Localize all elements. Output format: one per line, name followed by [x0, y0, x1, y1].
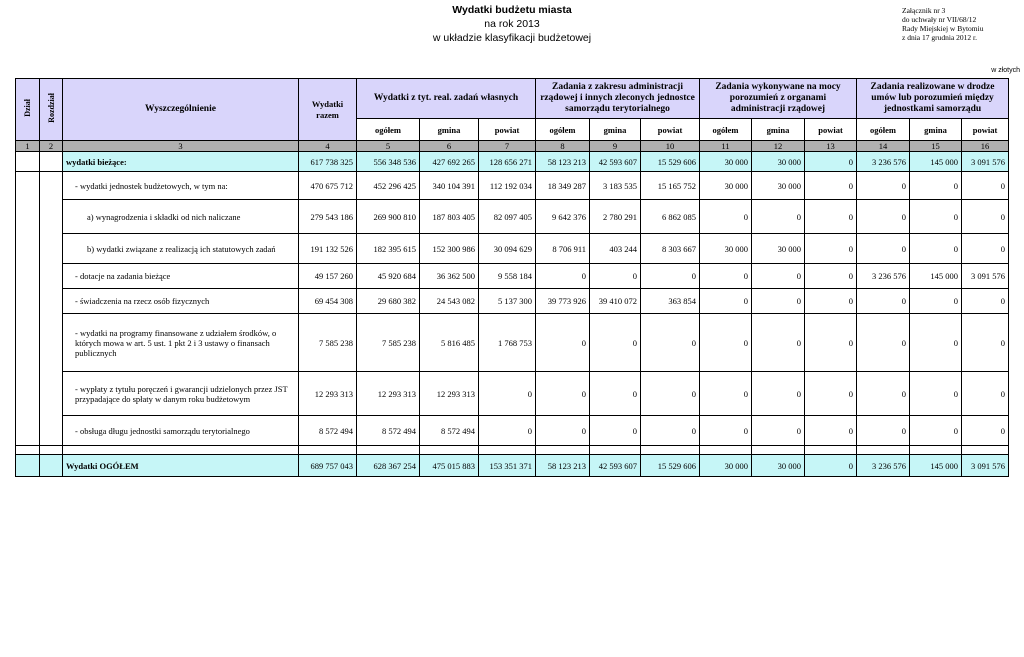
row-label: - świadczenia na rzecz osób fizycznych [63, 289, 299, 314]
table-row [16, 289, 1009, 314]
column-number: 10 [641, 141, 700, 152]
row-label: - obsługa długu jednostki samorządu terytorialnego [63, 416, 299, 446]
value-cell: 2 780 291 [590, 200, 641, 234]
value-cell: 0 [910, 200, 962, 234]
row-label: - wydatki jednostek budżetowych, w tym na: [63, 172, 299, 200]
spacer-cell [857, 446, 910, 455]
value-cell: 0 [752, 200, 805, 234]
column-number: 2 [40, 141, 63, 152]
total-value-cell: 145 000 [910, 455, 962, 477]
value-cell: 12 293 313 [420, 372, 479, 416]
value-cell: 6 862 085 [641, 200, 700, 234]
column-number: 1 [16, 141, 40, 152]
column-number: 12 [752, 141, 805, 152]
total-value-cell: 689 757 043 [299, 455, 357, 477]
value-cell: 0 [752, 372, 805, 416]
value-cell: 3 236 576 [857, 264, 910, 289]
value-cell: 187 803 405 [420, 200, 479, 234]
column-number: 7 [479, 141, 536, 152]
value-cell: 145 000 [910, 264, 962, 289]
value-cell: 0 [700, 200, 752, 234]
table-row [16, 264, 1009, 289]
value-cell: 0 [700, 372, 752, 416]
value-cell: 24 543 082 [420, 289, 479, 314]
value-cell: 0 [479, 416, 536, 446]
column-number: 13 [805, 141, 857, 152]
value-cell: 5 137 300 [479, 289, 536, 314]
dzial-cell [16, 172, 40, 446]
value-cell: 0 [641, 314, 700, 372]
value-cell: 3 236 576 [857, 152, 910, 172]
value-cell: 0 [536, 314, 590, 372]
value-cell: 0 [962, 172, 1009, 200]
value-cell: 5 816 485 [420, 314, 479, 372]
annex-line: do uchwały nr VII/68/12 [902, 15, 977, 24]
value-cell: 427 692 265 [420, 152, 479, 172]
table-row [16, 314, 1009, 372]
value-cell: 0 [805, 172, 857, 200]
value-cell: 30 000 [700, 234, 752, 264]
spacer-cell [479, 446, 536, 455]
value-cell: 0 [805, 416, 857, 446]
subheader-powiat: powiat [962, 119, 1009, 141]
value-cell: 0 [805, 372, 857, 416]
value-cell: 279 543 186 [299, 200, 357, 234]
value-cell: 30 094 629 [479, 234, 536, 264]
total-value-cell: 3 091 576 [962, 455, 1009, 477]
value-cell: 8 572 494 [299, 416, 357, 446]
total-row [16, 455, 1009, 477]
column-number: 3 [63, 141, 299, 152]
subheader-gmina: gmina [910, 119, 962, 141]
spacer-cell [752, 446, 805, 455]
value-cell: 0 [536, 372, 590, 416]
column-number: 15 [910, 141, 962, 152]
value-cell: 7 585 238 [357, 314, 420, 372]
column-number: 14 [857, 141, 910, 152]
value-cell: 0 [752, 416, 805, 446]
value-cell: 617 738 325 [299, 152, 357, 172]
value-cell: 470 675 712 [299, 172, 357, 200]
budget-table [15, 78, 1009, 477]
value-cell: 12 293 313 [299, 372, 357, 416]
column-number: 16 [962, 141, 1009, 152]
total-value-cell: 58 123 213 [536, 455, 590, 477]
value-cell: 128 656 271 [479, 152, 536, 172]
value-cell: 69 454 308 [299, 289, 357, 314]
value-cell: 0 [910, 289, 962, 314]
subheader-powiat: powiat [641, 119, 700, 141]
value-cell: 8 303 667 [641, 234, 700, 264]
value-cell: 8 572 494 [357, 416, 420, 446]
value-cell: 340 104 391 [420, 172, 479, 200]
value-cell: 0 [590, 416, 641, 446]
rozdzial-cell [40, 455, 63, 477]
document-title: Wydatki budżetu miasta [452, 4, 572, 16]
value-cell: 39 410 072 [590, 289, 641, 314]
spacer-cell [357, 446, 420, 455]
value-cell: 0 [805, 200, 857, 234]
table-body [16, 152, 1009, 477]
value-cell: 3 091 576 [962, 264, 1009, 289]
value-cell: 0 [641, 416, 700, 446]
value-cell: 0 [590, 372, 641, 416]
table-row [16, 152, 1009, 172]
table-row [16, 416, 1009, 446]
value-cell: 0 [752, 264, 805, 289]
value-cell: 8 572 494 [420, 416, 479, 446]
column-number: 6 [420, 141, 479, 152]
value-cell: 18 349 287 [536, 172, 590, 200]
value-cell: 0 [805, 234, 857, 264]
spacer-cell [641, 446, 700, 455]
value-cell: 0 [805, 289, 857, 314]
total-value-cell: 15 529 606 [641, 455, 700, 477]
value-cell: 8 706 911 [536, 234, 590, 264]
row-label: - dotacje na zadania bieżące [63, 264, 299, 289]
value-cell: 152 300 986 [420, 234, 479, 264]
column-number: 9 [590, 141, 641, 152]
subheader-gmina: gmina [420, 119, 479, 141]
value-cell: 30 000 [752, 172, 805, 200]
rozdzial-cell [40, 172, 63, 446]
dzial-cell [16, 455, 40, 477]
subheader-powiat: powiat [479, 119, 536, 141]
column-number: 4 [299, 141, 357, 152]
annex-line: Załącznik nr 3 [902, 6, 946, 15]
value-cell: 58 123 213 [536, 152, 590, 172]
header-group-porozumienia-rzad: Zadania wykonywane na mocy porozumień z organami administracji rządowej [700, 79, 857, 119]
spacer-cell [805, 446, 857, 455]
value-cell: 0 [962, 289, 1009, 314]
total-label: Wydatki OGÓŁEM [63, 455, 299, 477]
rozdzial-cell [40, 152, 63, 172]
value-cell: 0 [962, 372, 1009, 416]
value-cell: 556 348 536 [357, 152, 420, 172]
spacer-cell [63, 446, 299, 455]
value-cell: 15 529 606 [641, 152, 700, 172]
row-label: b) wydatki związane z realizacją ich statutowych zadań [63, 234, 299, 264]
value-cell: 0 [641, 264, 700, 289]
header-dzial: Dział [16, 79, 40, 141]
unit-note: w złotych [991, 67, 1020, 74]
value-cell: 0 [752, 289, 805, 314]
annex-note [902, 6, 1020, 42]
subheader-ogolem: ogółem [857, 119, 910, 141]
total-value-cell: 30 000 [752, 455, 805, 477]
row-label: - wypłaty z tytułu poręczeń i gwarancji udzielonych przez JST przypadające do spłaty w danym roku budżetowym [63, 372, 299, 416]
table-row [16, 172, 1009, 200]
document-subtitle-year: na rok 2013 [484, 18, 540, 30]
value-cell: 0 [700, 314, 752, 372]
value-cell: 0 [752, 314, 805, 372]
value-cell: 0 [962, 314, 1009, 372]
subheader-ogolem: ogółem [536, 119, 590, 141]
value-cell: 9 558 184 [479, 264, 536, 289]
value-cell: 1 768 753 [479, 314, 536, 372]
value-cell: 269 900 810 [357, 200, 420, 234]
value-cell: 191 132 526 [299, 234, 357, 264]
value-cell: 45 920 684 [357, 264, 420, 289]
value-cell: 0 [805, 264, 857, 289]
value-cell: 0 [536, 416, 590, 446]
subheader-gmina: gmina [590, 119, 641, 141]
value-cell: 0 [857, 200, 910, 234]
spacer-cell [700, 446, 752, 455]
value-cell: 30 000 [700, 172, 752, 200]
value-cell: 0 [857, 314, 910, 372]
header-group-porozumienia-jst: Zadania realizowane w drodze umów lub porozumień między jednostkami samorządu [857, 79, 1009, 119]
row-label: - wydatki na programy finansowane z udziałem środków, o których mowa w art. 5 ust. 1 pkt 2 i 3 ustawy o finansach publicznych [63, 314, 299, 372]
value-cell: 0 [641, 372, 700, 416]
table-row [16, 200, 1009, 234]
value-cell: 0 [536, 264, 590, 289]
value-cell: 0 [857, 172, 910, 200]
value-cell: 403 244 [590, 234, 641, 264]
value-cell: 0 [805, 152, 857, 172]
total-value-cell: 42 593 607 [590, 455, 641, 477]
value-cell: 0 [700, 416, 752, 446]
header-razem: Wydatki razem [299, 79, 357, 141]
total-value-cell: 475 015 883 [420, 455, 479, 477]
value-cell: 0 [910, 416, 962, 446]
value-cell: 30 000 [752, 234, 805, 264]
spacer-cell [910, 446, 962, 455]
value-cell: 0 [910, 372, 962, 416]
header-group-zlecone: Zadania z zakresu administracji rządowej i innych zleconych jednostce samorządu terytorialnego [536, 79, 700, 119]
value-cell: 0 [805, 314, 857, 372]
value-cell: 0 [910, 234, 962, 264]
total-value-cell: 30 000 [700, 455, 752, 477]
total-value-cell: 0 [805, 455, 857, 477]
dzial-cell [16, 152, 40, 172]
header-group-wlasne: Wydatki z tyt. real. zadań własnych [357, 79, 536, 119]
total-value-cell: 153 351 371 [479, 455, 536, 477]
spacer-cell [962, 446, 1009, 455]
value-cell: 3 183 535 [590, 172, 641, 200]
total-value-cell: 628 367 254 [357, 455, 420, 477]
value-cell: 42 593 607 [590, 152, 641, 172]
row-label: a) wynagrodzenia i składki od nich naliczane [63, 200, 299, 234]
value-cell: 0 [590, 264, 641, 289]
value-cell: 30 000 [700, 152, 752, 172]
value-cell: 145 000 [910, 152, 962, 172]
value-cell: 0 [700, 264, 752, 289]
value-cell: 0 [962, 416, 1009, 446]
table-row [16, 372, 1009, 416]
annex-line: Rady Miejskiej w Bytomiu [902, 24, 984, 33]
value-cell: 0 [962, 200, 1009, 234]
value-cell: 30 000 [752, 152, 805, 172]
row-label: wydatki bieżące: [63, 152, 299, 172]
value-cell: 0 [857, 372, 910, 416]
subheader-ogolem: ogółem [357, 119, 420, 141]
value-cell: 0 [910, 314, 962, 372]
value-cell: 12 293 313 [357, 372, 420, 416]
value-cell: 0 [857, 289, 910, 314]
spacer-row [16, 446, 1009, 455]
value-cell: 363 854 [641, 289, 700, 314]
value-cell: 112 192 034 [479, 172, 536, 200]
spacer-cell [420, 446, 479, 455]
value-cell: 29 680 382 [357, 289, 420, 314]
subheader-powiat: powiat [805, 119, 857, 141]
value-cell: 3 091 576 [962, 152, 1009, 172]
value-cell: 7 585 238 [299, 314, 357, 372]
spacer-cell [536, 446, 590, 455]
value-cell: 15 165 752 [641, 172, 700, 200]
value-cell: 9 642 376 [536, 200, 590, 234]
value-cell: 0 [857, 416, 910, 446]
subheader-gmina: gmina [752, 119, 805, 141]
header-wyszczegolnienie: Wyszczególnienie [63, 79, 299, 141]
value-cell: 0 [590, 314, 641, 372]
table-row [16, 234, 1009, 264]
subheader-ogolem: ogółem [700, 119, 752, 141]
header-rozdzial: Rozdział [40, 79, 63, 141]
column-number: 5 [357, 141, 420, 152]
value-cell: 0 [700, 289, 752, 314]
value-cell: 0 [479, 372, 536, 416]
value-cell: 39 773 926 [536, 289, 590, 314]
column-number: 11 [700, 141, 752, 152]
value-cell: 82 097 405 [479, 200, 536, 234]
spacer-cell [299, 446, 357, 455]
document-subtitle-classification: w układzie klasyfikacji budżetowej [432, 32, 592, 44]
spacer-cell [40, 446, 63, 455]
value-cell: 0 [857, 234, 910, 264]
value-cell: 36 362 500 [420, 264, 479, 289]
value-cell: 452 296 425 [357, 172, 420, 200]
table-header [16, 79, 1009, 152]
value-cell: 0 [962, 234, 1009, 264]
value-cell: 182 395 615 [357, 234, 420, 264]
value-cell: 49 157 260 [299, 264, 357, 289]
column-number-row [16, 141, 1009, 152]
value-cell: 0 [910, 172, 962, 200]
spacer-cell [16, 446, 40, 455]
total-value-cell: 3 236 576 [857, 455, 910, 477]
annex-line: z dnia 17 grudnia 2012 r. [902, 33, 977, 42]
spacer-cell [590, 446, 641, 455]
column-number: 8 [536, 141, 590, 152]
